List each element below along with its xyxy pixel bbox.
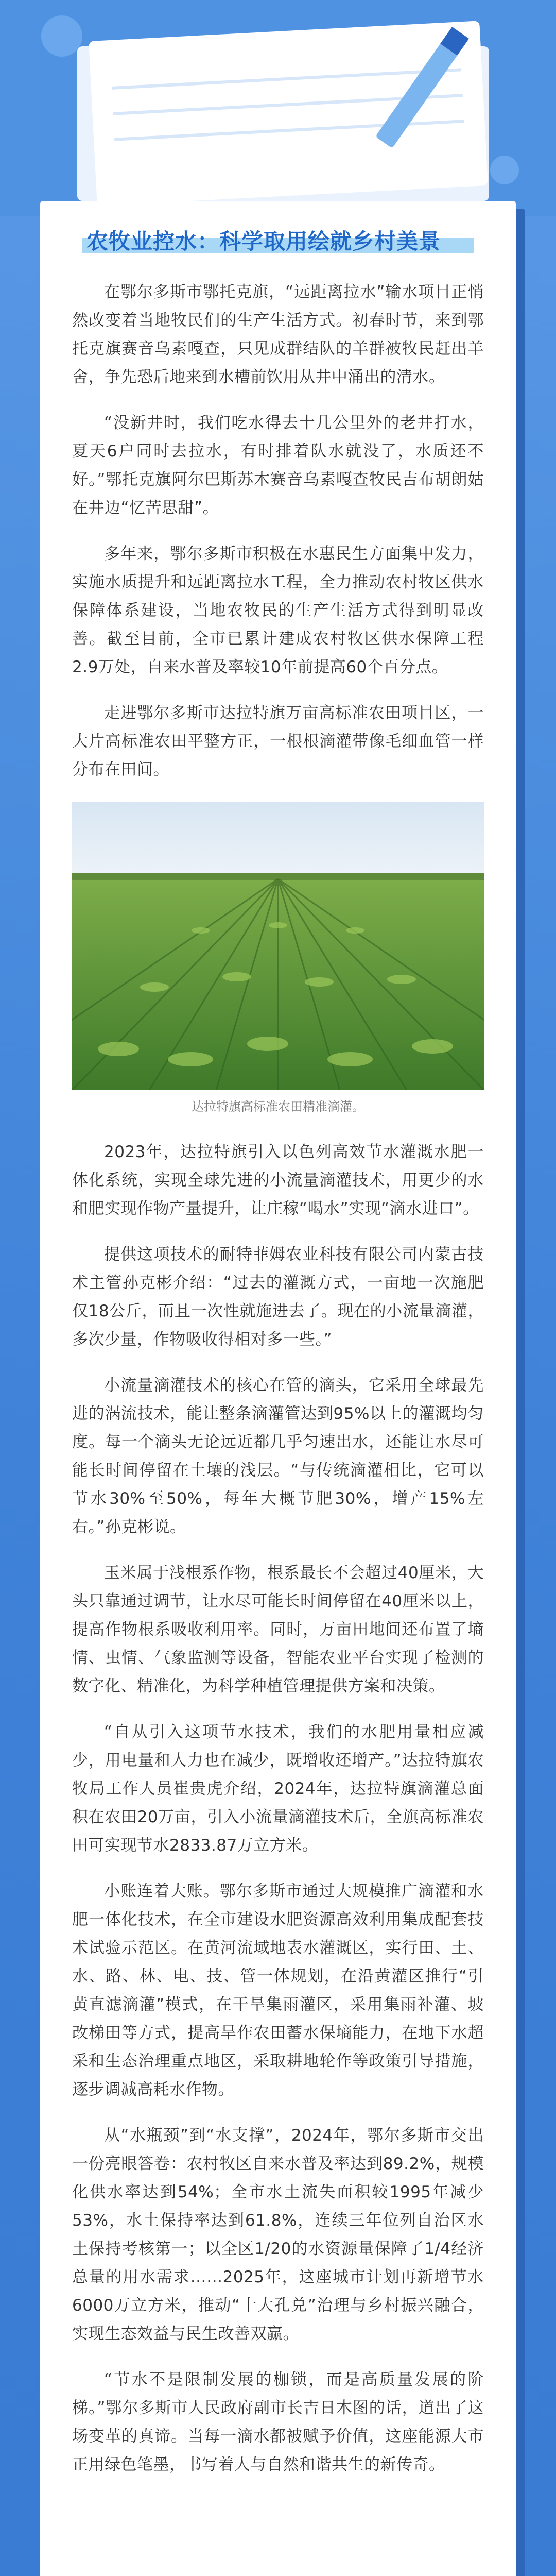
deco-circle-icon — [490, 156, 519, 184]
article-body — [72, 278, 484, 2497]
paragraph: “自从引入这项节水技术，我们的水肥用量相应减少，用电量和人力也在减少，既增收还增产。”达拉特旗农牧局工作人员崔贵虎介绍，2024年，达拉特旗滴灌总面积在农田20万亩，引入小流量滴灌技术后，全旗高标准农田可实现节水2833.87万立方米。 — [72, 1723, 484, 1855]
header-decoration — [0, 0, 556, 216]
paragraph: 多年来，鄂尔多斯市积极在水惠民生方面集中发力，实施水质提升和远距离拉水工程，全力推动农村牧区供水保障体系建设，当地农牧民的生产生活方式得到明显改善。截至目前，全市已累计建成农村牧区供水保障工程2.9万处，自来水普及率较10年前提高60个百分点。 — [72, 545, 484, 676]
paragraph: 小流量滴灌技术的核心在管的滴头，它采用全球最先进的涡流技术，能让整条滴灌管达到95%以上的灌溉均匀度。每一个滴头无论远近都几乎匀速出水，还能让水尽可能长时间停留在土壤的浅层。“与传统滴灌相比，它可以节水30%至50%，每年大概节肥30%，增产15%左右。”孙克彬说。 — [72, 1376, 484, 1536]
page-title: 农牧业控水：科学取用绘就乡村美景 — [86, 229, 441, 254]
paragraph: 在鄂尔多斯市鄂托克旗，“远距离拉水”输水项目正悄然改变着当地牧民们的生产生活方式。初春时节，来到鄂托克旗赛音乌素嘎查，只见成群结队的羊群被牧民赶出羊舍，争先恐后地来到水槽前饮用从井中涌出的清水。 — [72, 283, 484, 386]
farmland-photo — [72, 802, 484, 1090]
article-headline — [82, 222, 474, 258]
paragraph: 提供这项技术的耐特菲姆农业科技有限公司内蒙古技术主管孙克彬介绍：“过去的灌溉方式，一亩地一次施肥仅18公斤，而且一次性就施进去了。现在的小流量滴灌，多次少量，作物吸收得相对多一些。” — [72, 1245, 484, 1349]
paragraph: 小账连着大账。鄂尔多斯市通过大规模推广滴灌和水肥一体化技术，在全市建设水肥资源高效利用集成配套技术试验示范区。在黄河流域地表水灌溉区，实行田、土、水、路、林、电、技、管一体规划，在沿黄灌区推行“引黄直滤滴灌”模式，在干旱集雨灌区，采用集雨补灌、坡改梯田等方式，提高旱作农田蓄水保墒能力，在地下水超采和生态治理重点地区，采取耕地轮作等政策引导措施，逐步调减高耗水作物。 — [72, 1882, 484, 2099]
paragraph: 走进鄂尔多斯市达拉特旗万亩高标准农田项目区，一大片高标准农田平整方正，一根根滴灌带像毛细血管一样分布在田间。 — [72, 704, 484, 779]
paragraph: “节水不是限制发展的枷锁，而是高质量发展的阶梯。”鄂尔多斯市人民政府副市长吉日木图的话，道出了这场变革的真谛。当每一滴水都被赋予价值，这座能源大市正用绿色笔墨，书写着人与自然和谐共生的新传奇。 — [72, 2370, 484, 2474]
notebook-icon — [77, 21, 489, 206]
farmland-image — [72, 802, 484, 1090]
paragraph: “没新井时，我们吃水得去十几公里外的老井打水，夏天6户同时去拉水，有时排着队水就没了，水质还不好。”鄂托克旗阿尔巴斯苏木赛音乌素嘎查牧民吉布胡朗姑在井边“忆苦思甜”。 — [72, 414, 484, 517]
photo-caption: 达拉特旗高标准农田精准滴灌。 — [192, 1099, 364, 1114]
deco-circle-icon — [41, 15, 82, 57]
paragraph: 从“水瓶颈”到“水支撑”，2024年，鄂尔多斯市交出一份亮眼答卷：农村牧区自来水普及率达到89.2%，规模化供水率达到54%；全市水土流失面积较1995年减少53%，水土保持率达到61.8%，连续三年位列自治区水土保持考核第一；以全区1/20的水资源量保障了1/4经济总量的用水需求……2025年，这座城市计划再新增节水6000万立方米，推动“十大孔兑”治理与乡村振兴融合，实现生态效益与民生改善双赢。 — [72, 2126, 484, 2343]
paragraph: 玉米属于浅根系作物，根系最长不会超过40厘米，大头只靠通过调节，让水尽可能长时间停留在40厘米以上，提高作物根系吸收利用率。同时，万亩田地间还布置了墒情、虫情、气象监测等设备，智能农业平台实现了检测的数字化、精准化，为科学种植管理提供方案和决策。 — [72, 1564, 484, 1696]
paragraph: 2023年，达拉特旗引入以色列高效节水灌溉水肥一体化系统，实现全球先进的小流量滴灌技术，用更少的水和肥实现作物产量提升，让庄稼“喝水”实现“滴水进口”。 — [72, 1143, 484, 1218]
